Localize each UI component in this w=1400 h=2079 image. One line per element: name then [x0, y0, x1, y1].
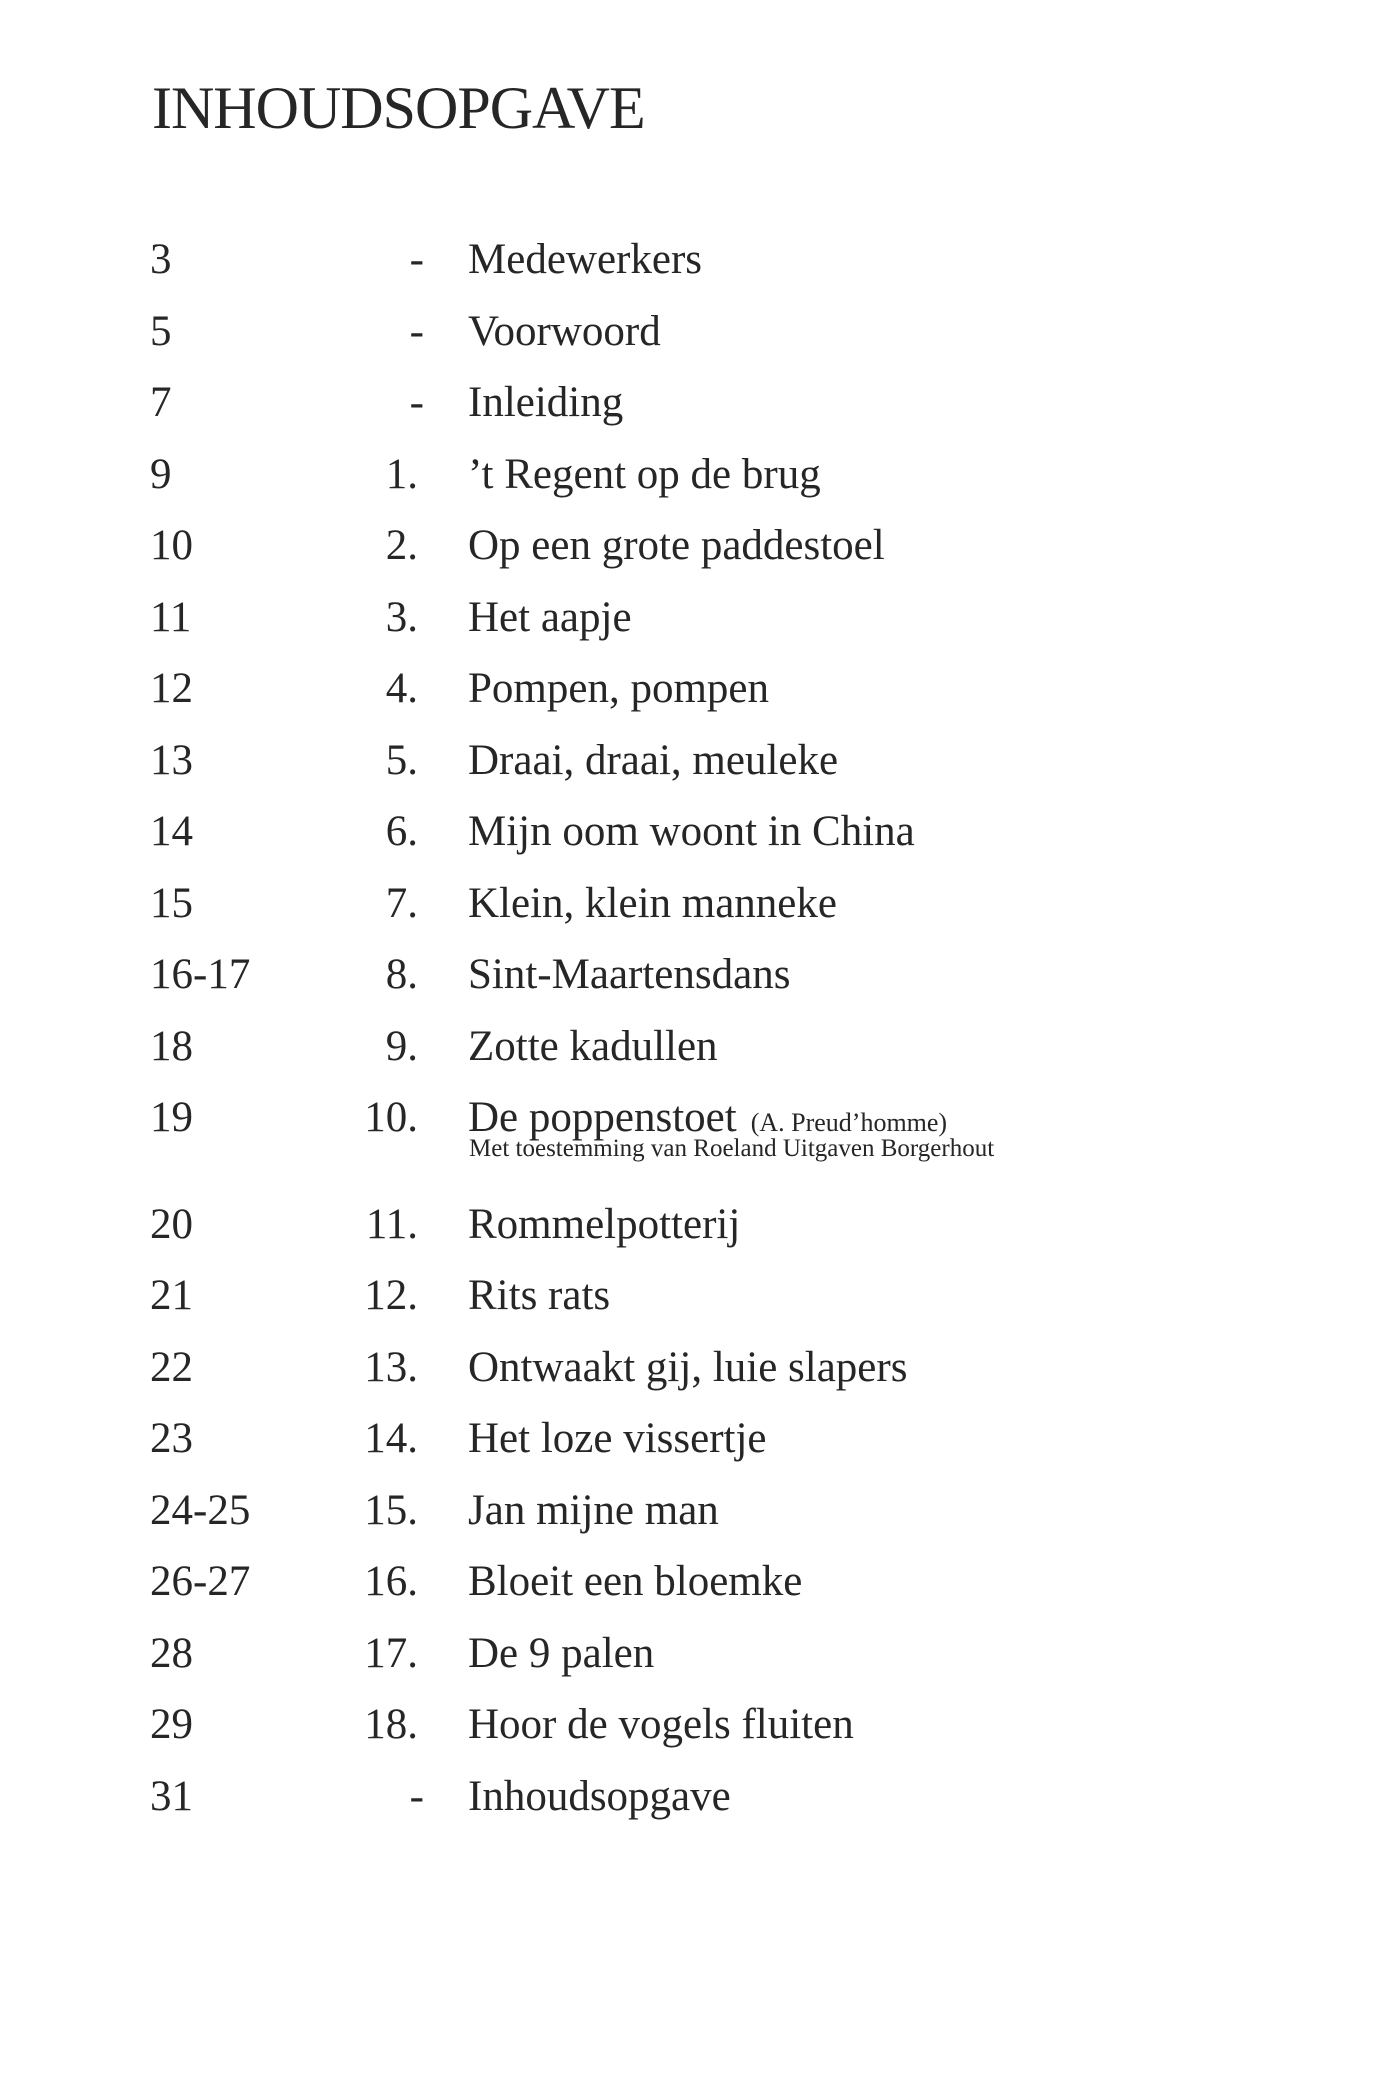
entry-title-wrap — [468, 1475, 719, 1547]
entry-title: Hoor de vogels fluiten — [468, 1701, 854, 1748]
toc-entry — [0, 939, 1400, 1011]
entry-title-wrap — [468, 1546, 802, 1618]
page-title: INHOUDSOPGAVE — [152, 75, 645, 141]
song-number: - — [409, 307, 424, 355]
song-number: 11. — [365, 1200, 418, 1248]
entry-title-wrap — [468, 939, 790, 1011]
entry-title-wrap — [468, 1260, 610, 1332]
song-number: 5. — [385, 736, 418, 784]
entry-title: Mijn oom woont in China — [468, 808, 915, 855]
song-number: 17. — [364, 1629, 418, 1677]
toc-entry — [0, 582, 1400, 654]
toc-entry — [0, 224, 1400, 296]
entry-title: Sint-Maartensdans — [468, 951, 791, 998]
toc-entry — [0, 868, 1400, 940]
entry-title: Draai, draai, meuleke — [468, 736, 839, 784]
song-number: 14. — [364, 1415, 418, 1462]
table-of-contents — [0, 224, 1400, 1832]
song-number: - — [409, 1772, 424, 1820]
toc-entry — [0, 1546, 1400, 1618]
song-number: 13. — [364, 1343, 418, 1391]
entry-title-wrap — [468, 224, 702, 296]
song-number: 1. — [385, 450, 418, 498]
song-number: 10. — [364, 1094, 418, 1141]
toc-entry — [0, 1011, 1400, 1083]
song-number: 3. — [385, 593, 418, 641]
entry-title-wrap — [468, 653, 769, 725]
entry-title-wrap — [468, 439, 821, 511]
entry-title: Ontwaakt gij, luie slapers — [468, 1343, 908, 1391]
entry-title-wrap — [468, 510, 885, 582]
page-number: 22 — [150, 1343, 193, 1391]
page-number: 26-27 — [150, 1558, 251, 1605]
entry-title: Inhoudsopgave — [468, 1772, 731, 1820]
entry-author: (A. Preud’homme) — [750, 1108, 948, 1137]
entry-title: Inleiding — [468, 379, 624, 426]
song-number: 9. — [385, 1022, 418, 1070]
toc-entry — [0, 725, 1400, 797]
page-number: 3 — [150, 236, 172, 283]
entry-title: De poppenstoet — [468, 1094, 737, 1141]
toc-entry — [0, 1761, 1400, 1833]
page-number: 15 — [150, 879, 193, 927]
entry-title-wrap — [468, 796, 915, 868]
song-number: 2. — [385, 522, 418, 569]
entry-title: De 9 palen — [468, 1629, 655, 1677]
page-number: 24-25 — [150, 1486, 251, 1534]
toc-entry — [0, 367, 1400, 439]
page-number: 11 — [150, 593, 192, 641]
entry-title-wrap — [468, 1011, 718, 1083]
song-number: 4. — [385, 665, 418, 712]
page-number: 18 — [150, 1022, 193, 1070]
page-number: 10 — [150, 522, 193, 569]
song-number: - — [409, 379, 424, 426]
page-number: 13 — [150, 736, 193, 784]
entry-title: Het aapje — [468, 593, 632, 641]
page-number: 14 — [150, 808, 193, 855]
entry-title: ’t Regent op de brug — [468, 450, 821, 498]
toc-entry — [0, 1332, 1400, 1404]
page-number: 19 — [150, 1094, 193, 1141]
entry-title-wrap — [468, 868, 837, 940]
page-number: 28 — [150, 1629, 193, 1677]
entry-title: Op een grote paddestoel — [468, 522, 885, 569]
entry-title: Het loze vissertje — [468, 1415, 767, 1462]
entry-title: Rits rats — [468, 1272, 611, 1319]
page-number: 29 — [150, 1701, 193, 1748]
page-number: 5 — [150, 307, 172, 355]
song-number: 12. — [364, 1272, 418, 1319]
toc-entry — [0, 296, 1400, 368]
toc-entry — [0, 1260, 1400, 1332]
entry-title: Pompen, pompen — [468, 665, 769, 712]
page-number: 20 — [150, 1200, 193, 1248]
toc-entry — [0, 653, 1400, 725]
entry-title-wrap — [468, 1761, 731, 1833]
entry-title: Bloeit een bloemke — [468, 1558, 803, 1605]
toc-entry — [0, 1082, 1400, 1189]
song-number: 18. — [364, 1701, 418, 1748]
entry-title-wrap — [468, 1189, 740, 1261]
entry-title-wrap — [468, 725, 838, 797]
toc-entry — [0, 796, 1400, 868]
song-number: 6. — [385, 808, 418, 855]
song-number: 15. — [364, 1486, 418, 1534]
entry-title-wrap — [468, 1332, 907, 1404]
page-number: 23 — [150, 1415, 193, 1462]
entry-title-wrap — [468, 367, 623, 439]
toc-entry — [0, 1403, 1400, 1475]
entry-title-wrap — [468, 1689, 854, 1761]
entry-title-wrap — [468, 1403, 767, 1475]
entry-title: Medewerkers — [468, 236, 703, 283]
entry-note: Met toestemming van Roeland Uitgaven Borgerhout — [469, 1135, 995, 1162]
page-number: 16-17 — [150, 951, 251, 998]
song-number: 16. — [364, 1558, 418, 1605]
toc-entry — [0, 1475, 1400, 1547]
entry-title-wrap — [468, 582, 632, 654]
song-number: - — [409, 236, 424, 283]
entry-title: Zotte kadullen — [468, 1022, 718, 1070]
toc-entry — [0, 510, 1400, 582]
page-number: 21 — [150, 1272, 193, 1319]
entry-title: Klein, klein manneke — [468, 879, 837, 927]
song-number: 8. — [385, 951, 418, 998]
page-number: 9 — [150, 450, 172, 498]
entry-title-wrap — [468, 296, 661, 368]
entry-title-wrap — [468, 1618, 654, 1690]
entry-title: Rommelpotterij — [468, 1200, 741, 1248]
page-number: 7 — [150, 379, 172, 426]
entry-title: Jan mijne man — [468, 1486, 719, 1534]
toc-entry — [0, 1689, 1400, 1761]
entry-title: Voorwoord — [468, 307, 661, 355]
song-number: 7. — [385, 879, 418, 927]
toc-entry — [0, 439, 1400, 511]
toc-entry — [0, 1189, 1400, 1261]
toc-entry — [0, 1618, 1400, 1690]
page-number: 31 — [150, 1772, 193, 1820]
page-number: 12 — [150, 665, 193, 712]
